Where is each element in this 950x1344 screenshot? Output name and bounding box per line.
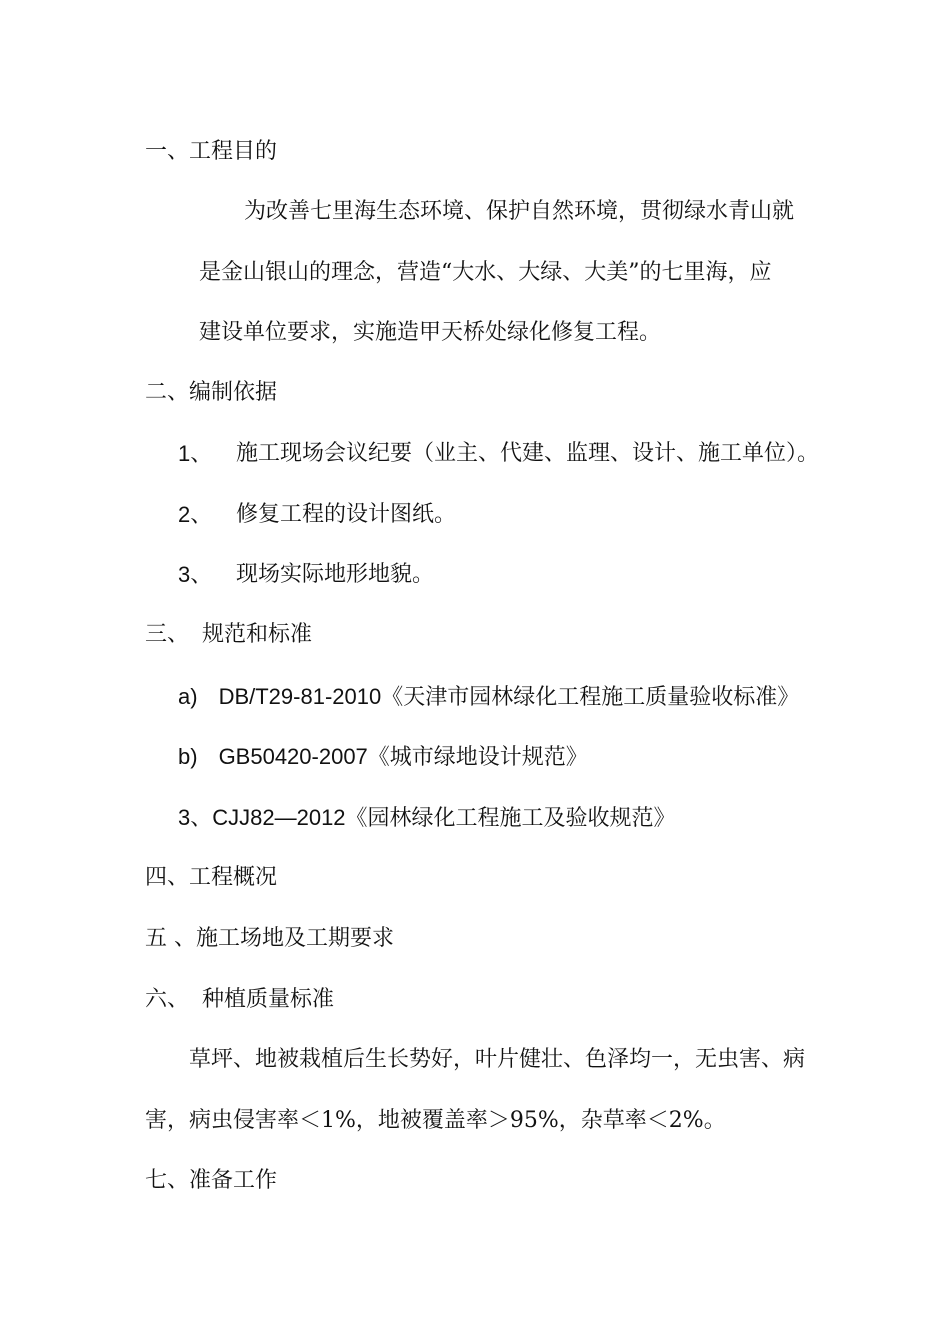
paragraph-purpose-line-1: 为改善七里海生态环境、保护自然环境，贯彻绿水青山就 bbox=[244, 199, 795, 224]
standard-item-b-mark: b) bbox=[178, 744, 198, 769]
standard-item-b-code: GB50420-2007 bbox=[218, 744, 368, 769]
basis-item-1-number: 1、 bbox=[178, 441, 213, 466]
basis-item-3-number: 3、 bbox=[178, 562, 213, 587]
standard-item-3 bbox=[178, 803, 676, 834]
basis-item-1-text: 施工现场会议纪要（业主、代建、监理、设计、施工单位）。 bbox=[236, 441, 820, 466]
basis-item-2-number: 2、 bbox=[178, 502, 213, 527]
heading-standards-text: 规范和标准 bbox=[202, 622, 313, 647]
heading-preparation: 七、准备工作 bbox=[145, 1168, 278, 1193]
standard-item-3-code: 3、CJJ82—2012 bbox=[178, 805, 346, 830]
paragraph-purpose-line-2: 是金山银山的理念，营造“大水、大绿、大美”的七里海，应 bbox=[199, 260, 772, 285]
heading-planting-standard-text: 种植质量标准 bbox=[202, 987, 335, 1012]
standard-item-3-title: 《园林绿化工程施工及验收规范》 bbox=[345, 806, 676, 831]
standard-item-a bbox=[178, 682, 799, 713]
basis-item-2-text: 修复工程的设计图纸。 bbox=[236, 502, 457, 527]
paragraph-purpose-line-3: 建设单位要求，实施造甲天桥处绿化修复工程。 bbox=[199, 320, 662, 345]
paragraph-planting-line-2: 害，病虫侵害率＜1%，地被覆盖率＞95%，杂草率＜2%。 bbox=[145, 1108, 726, 1133]
standard-item-b-title: 《城市绿地设计规范》 bbox=[367, 745, 588, 770]
standard-item-a-code: DB/T29-81-2010 bbox=[218, 684, 382, 709]
heading-standards-number: 三、 bbox=[145, 622, 190, 647]
basis-item-3-text: 现场实际地形地貌。 bbox=[236, 562, 435, 587]
standard-item-b bbox=[178, 742, 588, 773]
standard-item-a-title: 《天津市园林绿化工程施工质量验收标准》 bbox=[381, 685, 800, 710]
standard-item-a-mark: a) bbox=[178, 684, 198, 709]
heading-project-purpose: 一、工程目的 bbox=[145, 139, 278, 164]
heading-planting-standard-number: 六、 bbox=[145, 987, 190, 1012]
heading-site-schedule: 五 、施工场地及工期要求 bbox=[145, 926, 394, 951]
heading-overview: 四、工程概况 bbox=[145, 865, 278, 890]
paragraph-planting-line-1: 草坪、地被栽植后生长势好，叶片健壮、色泽均一，无虫害、病 bbox=[189, 1047, 806, 1072]
heading-basis: 二、编制依据 bbox=[145, 380, 278, 405]
